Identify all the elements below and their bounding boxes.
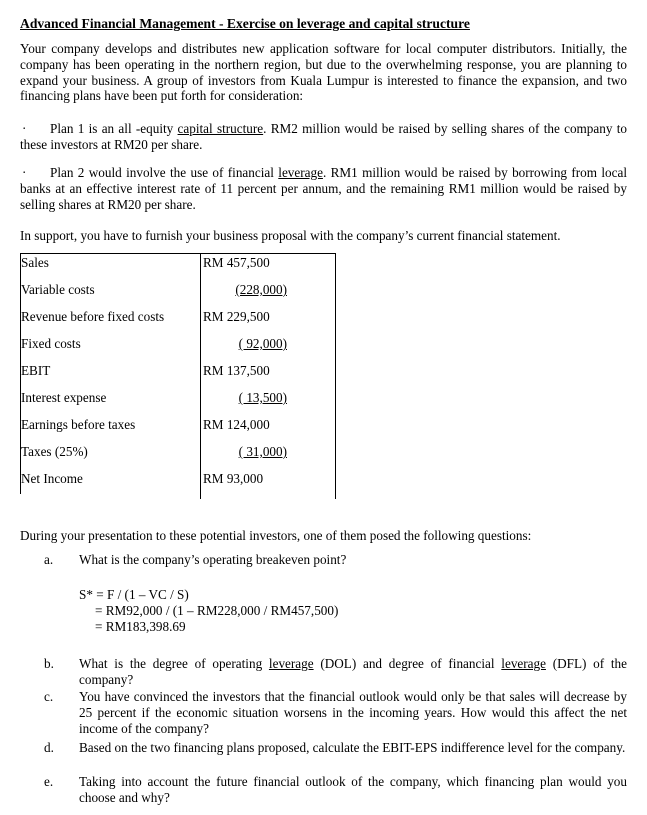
statement-row-revenue-before-fixed-costs bbox=[20, 307, 336, 334]
statement-value: RM 137,500 bbox=[203, 363, 270, 378]
statement-label: Earnings before taxes bbox=[21, 417, 136, 432]
statement-row-sales bbox=[20, 253, 336, 280]
question-text: You have convinced the investors that the financial outlook would only be that sales will decrease by 25 percent if the economic situation worsens in the incoming years. How would this affect the net income of the company? bbox=[79, 689, 627, 736]
question-text-part: (DOL) and degree of financial bbox=[313, 656, 502, 671]
question-text-part: What is the degree of operating bbox=[79, 656, 269, 671]
question-text-part: (DFL) of the company? bbox=[79, 656, 628, 687]
statement-label: Taxes (25%) bbox=[21, 444, 88, 459]
bullet-icon: · bbox=[22, 121, 27, 136]
statement-label: Interest expense bbox=[21, 390, 107, 405]
leverage-link[interactable]: leverage bbox=[278, 165, 323, 180]
statement-value: RM 229,500 bbox=[203, 309, 270, 324]
statement-value: (228,000) bbox=[235, 282, 287, 297]
question-letter: c. bbox=[44, 689, 54, 704]
statement-label: Fixed costs bbox=[21, 336, 81, 351]
document-title: Advanced Financial Management - Exercise on leverage and capital structure bbox=[20, 16, 470, 31]
financial-statement-table bbox=[20, 253, 336, 498]
question-text: Taking into account the future financial outlook of the company, which financing plan would you choose and why? bbox=[79, 774, 627, 805]
question-letter: e. bbox=[44, 774, 54, 789]
plan-1-paragraph bbox=[20, 121, 627, 153]
formula-line: = RM183,398.69 bbox=[95, 618, 186, 634]
formula-line: = RM92,000 / (1 – RM228,000 / RM457,500) bbox=[95, 602, 339, 618]
leverage-link[interactable]: leverage bbox=[268, 656, 314, 671]
plan-1-text-before: Plan 1 is an all -equity bbox=[50, 121, 178, 136]
statement-label: EBIT bbox=[21, 363, 51, 378]
plan-2-paragraph bbox=[20, 165, 627, 212]
statement-value: ( 13,500) bbox=[238, 390, 287, 405]
capital-structure-link[interactable]: capital structure bbox=[177, 121, 264, 136]
statement-label: Variable costs bbox=[21, 282, 95, 297]
statement-row-variable-costs bbox=[20, 280, 336, 307]
bullet-icon: · bbox=[22, 165, 27, 180]
presentation-paragraph: During your presentation to these potential investors, one of them posed the following questions: bbox=[20, 528, 532, 543]
question-letter: b. bbox=[44, 656, 54, 671]
statement-row-interest-expense bbox=[20, 388, 336, 415]
statement-label: Net Income bbox=[21, 471, 83, 486]
support-paragraph: In support, you have to furnish your business proposal with the company’s current financial statement. bbox=[20, 228, 561, 243]
breakeven-formula bbox=[79, 587, 579, 634]
formula-line: S* = F / (1 – VC / S) bbox=[79, 587, 189, 602]
question-text: What is the company’s operating breakeven point? bbox=[79, 552, 347, 567]
statement-value: RM 457,500 bbox=[203, 255, 270, 270]
statement-label: Sales bbox=[21, 255, 49, 270]
statement-row-taxes bbox=[20, 442, 336, 469]
statement-row-fixed-costs bbox=[20, 334, 336, 361]
question-text: Based on the two financing plans proposed, calculate the EBIT-EPS indifference level for the company. bbox=[79, 740, 626, 755]
question-letter: a. bbox=[44, 552, 54, 567]
plan-1-text-after: . RM2 million would be raised by selling shares of the company to these investors at RM20 per share. bbox=[20, 121, 627, 152]
statement-value: ( 31,000) bbox=[238, 444, 287, 459]
statement-value: RM 93,000 bbox=[203, 471, 264, 486]
plan-2-text-after: . RM1 million would be raised by borrowing from local banks at an effective interest rate of 11 percent per annum, and the remaining RM1 million would be raised by selling shares at RM20 per share. bbox=[20, 165, 628, 212]
leverage-link[interactable]: leverage bbox=[501, 656, 546, 671]
statement-value: ( 92,000) bbox=[238, 336, 287, 351]
plan-2-text-before: Plan 2 would involve the use of financial bbox=[50, 165, 279, 180]
question-letter: d. bbox=[44, 740, 54, 755]
statement-row-net-income bbox=[20, 469, 336, 496]
statement-value: RM 124,000 bbox=[203, 417, 270, 432]
statement-label: Revenue before fixed costs bbox=[21, 309, 165, 324]
statement-row-earnings-before-taxes bbox=[20, 415, 336, 442]
intro-paragraph: Your company develops and distributes new application software for local computer distributors. Initially, the company has been operating in the northern region, but due to the overwhelming response, you are planning to expand your business. A group of investors from Kuala Lumpur is interested to finance the expansion, and two financing plans have been put forth for consideration: bbox=[20, 41, 627, 104]
question-text bbox=[79, 656, 627, 688]
statement-row-ebit bbox=[20, 361, 336, 388]
